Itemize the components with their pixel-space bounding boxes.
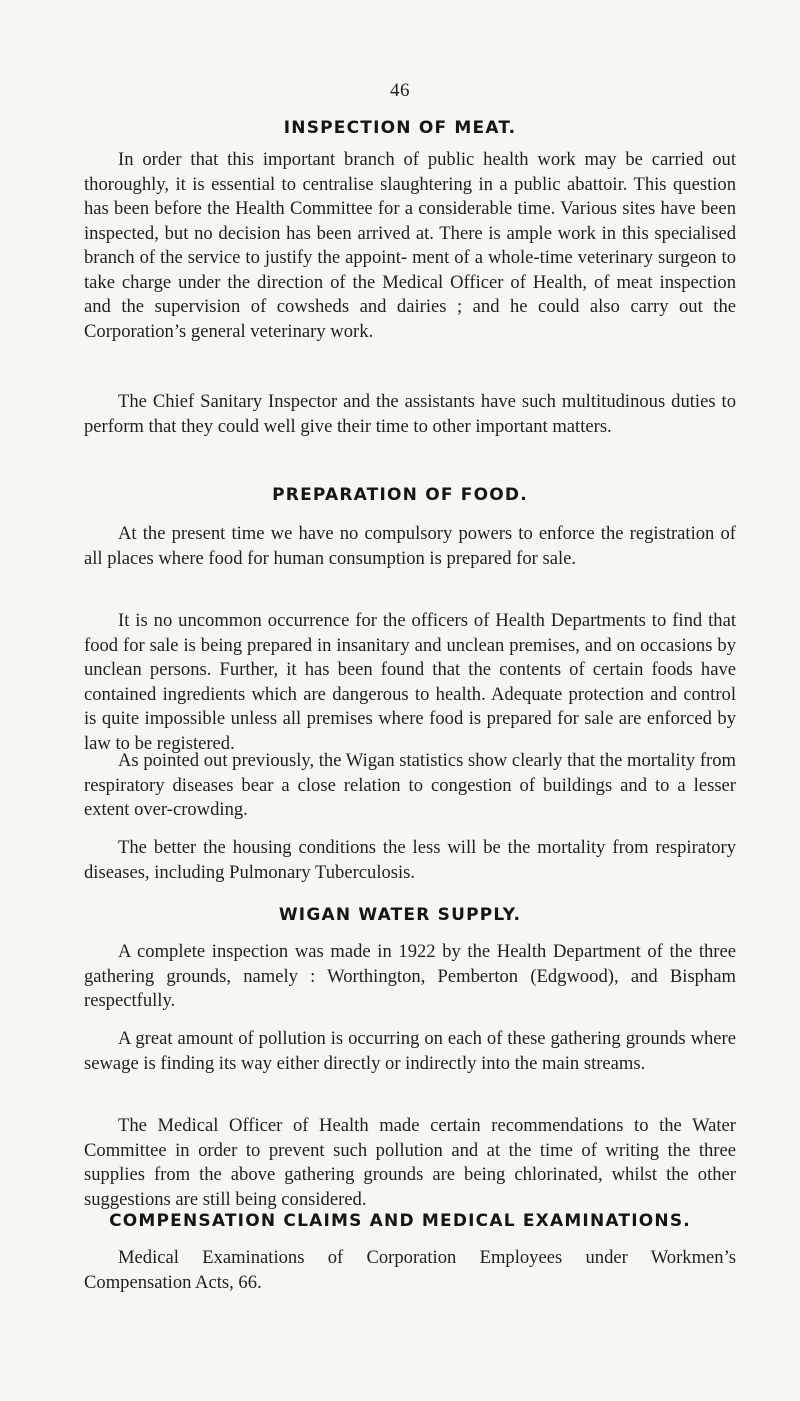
paragraph-pollution: A great amount of pollution is occurring on each of these gathering grounds where sewage is finding its way either directly or indirectly into the main streams. xyxy=(84,1028,736,1074)
heading-inspection-of-meat: INSPECTION OF MEAT. xyxy=(283,118,517,138)
paragraph-housing-conditions: The better the housing conditions the less will be the mortality from respiratory diseases, including Pulmonary Tuberculosis. xyxy=(84,837,736,883)
paragraph-sanitary-inspector: The Chief Sanitary Inspector and the assistants have such multitudinous duties to perform that they could well give their time to other important matters. xyxy=(84,391,736,437)
paragraph-abattoir: In order that this important branch of public health work may be carried out thoroughly, it is essential to centralise slaughtering in a public abattoir. This question has been before the Health Committee for a considerable time. Various sites have been inspected, but no decision has been arrived at. There is ample work in this specialised branch of the service to justify the appoint- ment of a whole-time veterinary surgeon to take charge under the direction of the Medical Officer of Health, of meat inspection and the supervision of cowsheds and dairies ; and he could also carry out the Corporation’s general veterinary work. xyxy=(84,149,736,342)
paragraph-respiratory-statistics: As pointed out previously, the Wigan statistics show clearly that the mortality from respiratory diseases bear a close relation to congestion of buildings and to a lesser extent over-crowding. xyxy=(84,750,736,820)
heading-wigan-water-supply: WIGAN WATER SUPPLY. xyxy=(278,905,522,925)
paragraph-medical-examinations: Medical Examinations of Corporation Employees under Workmen’s Compensation Acts, 66. xyxy=(84,1247,736,1293)
heading-preparation-of-food: PREPARATION OF FOOD. xyxy=(272,485,528,505)
heading-compensation-claims: COMPENSATION CLAIMS AND MEDICAL EXAMINATIONS. xyxy=(109,1211,691,1231)
paragraph-registration: At the present time we have no compulsory powers to enforce the registration of all places where food for human consumption is prepared for sale. xyxy=(84,523,736,569)
paragraph-gathering-grounds: A complete inspection was made in 1922 by the Health Department of the three gathering grounds, namely : Worthington, Pemberton (Edgwood), and Bispham respectfully. xyxy=(84,941,736,1011)
paragraph-unclean-premises: It is no uncommon occurrence for the officers of Health Departments to find that food for sale is being prepared in insanitary and unclean premises, and on occasions by unclean persons. Further, it has been found that the contents of certain foods have contained ingredients which are dangerous to health. Adequate protection and control is quite impossible unless all premises where food is prepared for sale are enforced by law to be registered. xyxy=(84,610,736,754)
paragraph-recommendations: The Medical Officer of Health made certain recommendations to the Water Committee in order to prevent such pollution and at the time of writing the three supplies from the above gathering grounds are being chlorinated, whilst the other suggestions are still being considered. xyxy=(84,1115,736,1210)
page-number: 46 xyxy=(390,80,410,101)
